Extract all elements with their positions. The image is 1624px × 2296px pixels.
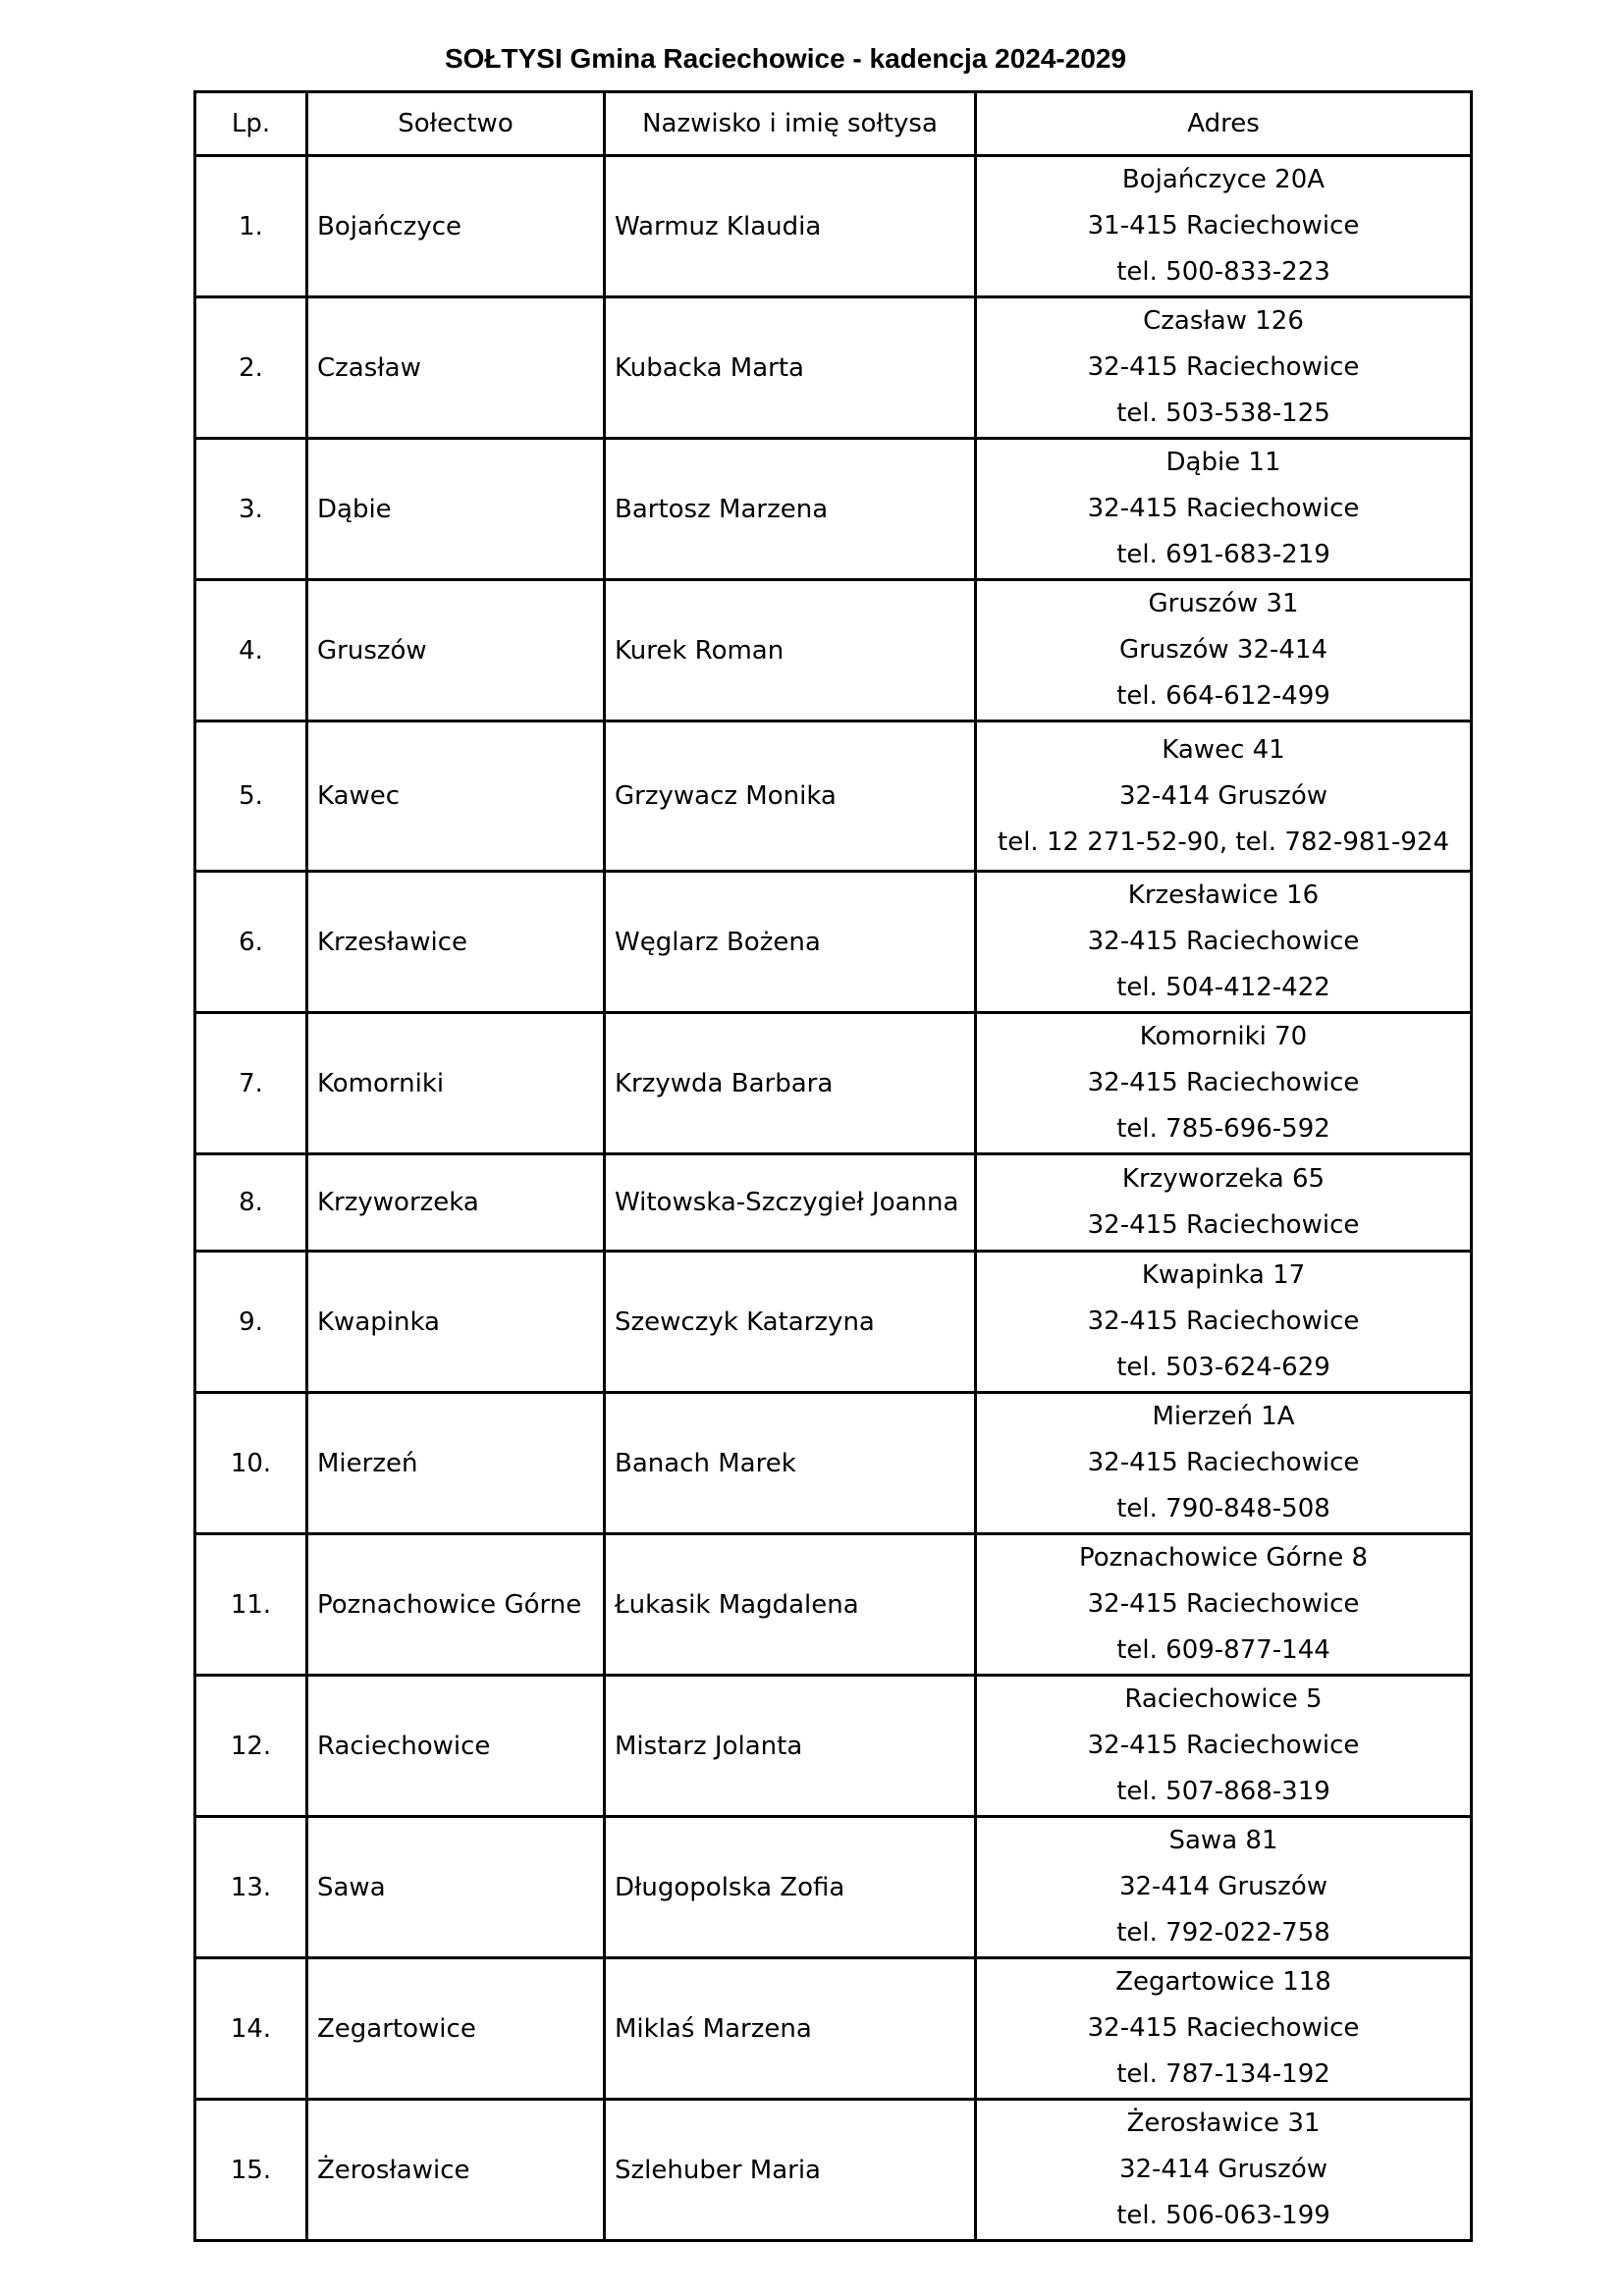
table-row: [195, 2100, 1472, 2241]
cell-address: [976, 1817, 1472, 1958]
cell-village: Komorniki: [307, 1013, 605, 1154]
cell-village: Gruszów: [307, 580, 605, 721]
cell-village: Czasław: [307, 297, 605, 439]
cell-village: Sawa: [307, 1817, 605, 1958]
address-line: tel. 12 271-52-90, tel. 782-981-924: [998, 827, 1449, 857]
address-line: tel. 503-624-629: [1116, 1353, 1330, 1382]
cell-lp: 5.: [195, 721, 307, 872]
cell-soltys-name: Kurek Roman: [605, 580, 976, 721]
cell-village: Bojańczyce: [307, 156, 605, 297]
address-line: 32-415 Raciechowice: [1087, 1448, 1360, 1477]
table-row: [195, 1252, 1472, 1393]
address-block: [977, 298, 1470, 437]
cell-soltys-name: Banach Marek: [605, 1393, 976, 1534]
table-row: [195, 872, 1472, 1013]
cell-address: [976, 297, 1472, 439]
address-line: Raciechowice 5: [1124, 1684, 1323, 1714]
address-block: [977, 157, 1470, 295]
cell-lp: 14.: [195, 1958, 307, 2100]
cell-soltys-name: Długopolska Zofia: [605, 1817, 976, 1958]
address-line: 32-415 Raciechowice: [1087, 1307, 1360, 1336]
address-line: 32-415 Raciechowice: [1087, 927, 1360, 956]
header-name: Nazwisko i imię sołtysa: [605, 92, 976, 156]
cell-lp: 8.: [195, 1154, 307, 1252]
table-row: [195, 297, 1472, 439]
table-row: [195, 721, 1472, 872]
cell-lp: 7.: [195, 1013, 307, 1154]
cell-address: [976, 156, 1472, 297]
address-line: Sawa 81: [1168, 1826, 1278, 1855]
cell-lp: 4.: [195, 580, 307, 721]
address-block: [977, 1818, 1470, 1956]
cell-address: [976, 1534, 1472, 1676]
address-line: 32-415 Raciechowice: [1087, 1210, 1360, 1240]
address-line: Czasław 126: [1143, 306, 1304, 336]
address-line: Bojańczyce 20A: [1121, 165, 1326, 194]
address-line: tel. 507-868-319: [1116, 1777, 1330, 1806]
cell-soltys-name: Warmuz Klaudia: [605, 156, 976, 297]
cell-lp: 13.: [195, 1817, 307, 1958]
table-row: [195, 1393, 1472, 1534]
address-block: [977, 1014, 1470, 1152]
cell-village: Poznachowice Górne: [307, 1534, 605, 1676]
address-line: tel. 787-134-192: [1116, 2059, 1330, 2089]
address-line: tel. 504-412-422: [1116, 973, 1330, 1002]
address-line: Krzyworzeka 65: [1121, 1164, 1326, 1194]
soltys-table: [193, 90, 1473, 2242]
cell-soltys-name: Węglarz Bożena: [605, 872, 976, 1013]
cell-lp: 1.: [195, 156, 307, 297]
address-line: Komorniki 70: [1139, 1022, 1308, 1051]
address-line: Kawec 41: [1162, 734, 1285, 765]
address-block: [977, 581, 1470, 720]
address-block: [977, 440, 1470, 578]
address-line: Mierzeń 1A: [1152, 1402, 1295, 1431]
cell-soltys-name: Mistarz Jolanta: [605, 1676, 976, 1817]
address-line: 32-415 Raciechowice: [1087, 1589, 1360, 1619]
address-line: Poznachowice Górne 8: [1078, 1543, 1368, 1573]
address-line: 32-414 Gruszów: [1118, 2155, 1328, 2184]
address-block: [977, 1677, 1470, 1815]
cell-soltys-name: Grzywacz Monika: [605, 721, 976, 872]
cell-address: [976, 439, 1472, 580]
cell-address: [976, 1393, 1472, 1534]
cell-lp: 3.: [195, 439, 307, 580]
cell-village: Mierzeń: [307, 1393, 605, 1534]
header-village: Sołectwo: [307, 92, 605, 156]
address-block: [977, 1394, 1470, 1532]
address-block: [977, 1959, 1470, 2098]
address-block: [977, 1535, 1470, 1674]
cell-soltys-name: Szlehuber Maria: [605, 2100, 976, 2241]
cell-soltys-name: Szewczyk Katarzyna: [605, 1252, 976, 1393]
address-line: 31-415 Raciechowice: [1087, 211, 1360, 240]
cell-lp: 9.: [195, 1252, 307, 1393]
address-block: [977, 727, 1470, 866]
cell-address: [976, 580, 1472, 721]
address-line: 32-415 Raciechowice: [1087, 1731, 1360, 1760]
cell-soltys-name: Łukasik Magdalena: [605, 1534, 976, 1676]
cell-village: Zegartowice: [307, 1958, 605, 2100]
cell-village: Krzyworzeka: [307, 1154, 605, 1252]
address-block: [977, 1156, 1470, 1249]
cell-village: Dąbie: [307, 439, 605, 580]
address-line: 32-414 Gruszów: [1118, 780, 1328, 811]
cell-address: [976, 1013, 1472, 1154]
table-row: [195, 1154, 1472, 1252]
address-line: tel. 664-612-499: [1116, 681, 1330, 711]
cell-lp: 11.: [195, 1534, 307, 1676]
header-lp: Lp.: [195, 92, 307, 156]
address-line: Krzesławice 16: [1127, 881, 1320, 910]
table-header-row: [195, 92, 1472, 156]
table-row: [195, 580, 1472, 721]
address-line: 32-415 Raciechowice: [1087, 494, 1360, 523]
cell-address: [976, 1676, 1472, 1817]
table-row: [195, 439, 1472, 580]
address-line: 32-414 Gruszów: [1118, 1872, 1328, 1901]
address-line: tel. 506-063-199: [1116, 2201, 1330, 2230]
cell-village: Krzesławice: [307, 872, 605, 1013]
cell-lp: 10.: [195, 1393, 307, 1534]
table-row: [195, 1817, 1472, 1958]
address-line: tel. 785-696-592: [1116, 1114, 1330, 1144]
address-line: Zegartowice 118: [1115, 1967, 1331, 1997]
cell-village: Raciechowice: [307, 1676, 605, 1817]
address-line: 32-415 Raciechowice: [1087, 1068, 1360, 1097]
cell-village: Kawec: [307, 721, 605, 872]
address-line: tel. 503-538-125: [1116, 399, 1330, 428]
address-line: tel. 500-833-223: [1116, 257, 1330, 287]
cell-lp: 12.: [195, 1676, 307, 1817]
cell-village: Żerosławice: [307, 2100, 605, 2241]
table-row: [195, 1958, 1472, 2100]
address-block: [977, 1253, 1470, 1391]
address-line: 32-415 Raciechowice: [1087, 352, 1360, 382]
cell-address: [976, 1252, 1472, 1393]
address-line: Gruszów 32-414: [1118, 635, 1328, 665]
cell-soltys-name: Krzywda Barbara: [605, 1013, 976, 1154]
table-body: [195, 156, 1472, 2241]
page-title: SOŁTYSI Gmina Raciechowice - kadencja 2024-2029: [444, 43, 1127, 74]
cell-address: [976, 2100, 1472, 2241]
cell-soltys-name: Bartosz Marzena: [605, 439, 976, 580]
table-row: [195, 1676, 1472, 1817]
address-line: tel. 792-022-758: [1116, 1918, 1330, 1948]
cell-address: [976, 721, 1472, 872]
table-row: [195, 1534, 1472, 1676]
cell-address: [976, 1154, 1472, 1252]
cell-lp: 2.: [195, 297, 307, 439]
cell-soltys-name: Kubacka Marta: [605, 297, 976, 439]
address-line: Dąbie 11: [1165, 448, 1281, 477]
address-block: [977, 2101, 1470, 2239]
cell-soltys-name: Witowska-Szczygieł Joanna: [605, 1154, 976, 1252]
address-line: tel. 790-848-508: [1116, 1494, 1330, 1523]
cell-lp: 6.: [195, 872, 307, 1013]
cell-village: Kwapinka: [307, 1252, 605, 1393]
cell-soltys-name: Miklaś Marzena: [605, 1958, 976, 2100]
address-line: Gruszów 31: [1148, 589, 1299, 618]
address-line: Kwapinka 17: [1141, 1260, 1306, 1290]
header-address: Adres: [976, 92, 1472, 156]
table-row: [195, 1013, 1472, 1154]
address-line: tel. 609-877-144: [1116, 1635, 1330, 1665]
table-row: [195, 156, 1472, 297]
address-line: tel. 691-683-219: [1116, 540, 1330, 569]
address-block: [977, 873, 1470, 1011]
cell-lp: 15.: [195, 2100, 307, 2241]
cell-address: [976, 1958, 1472, 2100]
cell-address: [976, 872, 1472, 1013]
address-line: Żerosławice 31: [1126, 2109, 1321, 2138]
address-line: 32-415 Raciechowice: [1087, 2013, 1360, 2043]
